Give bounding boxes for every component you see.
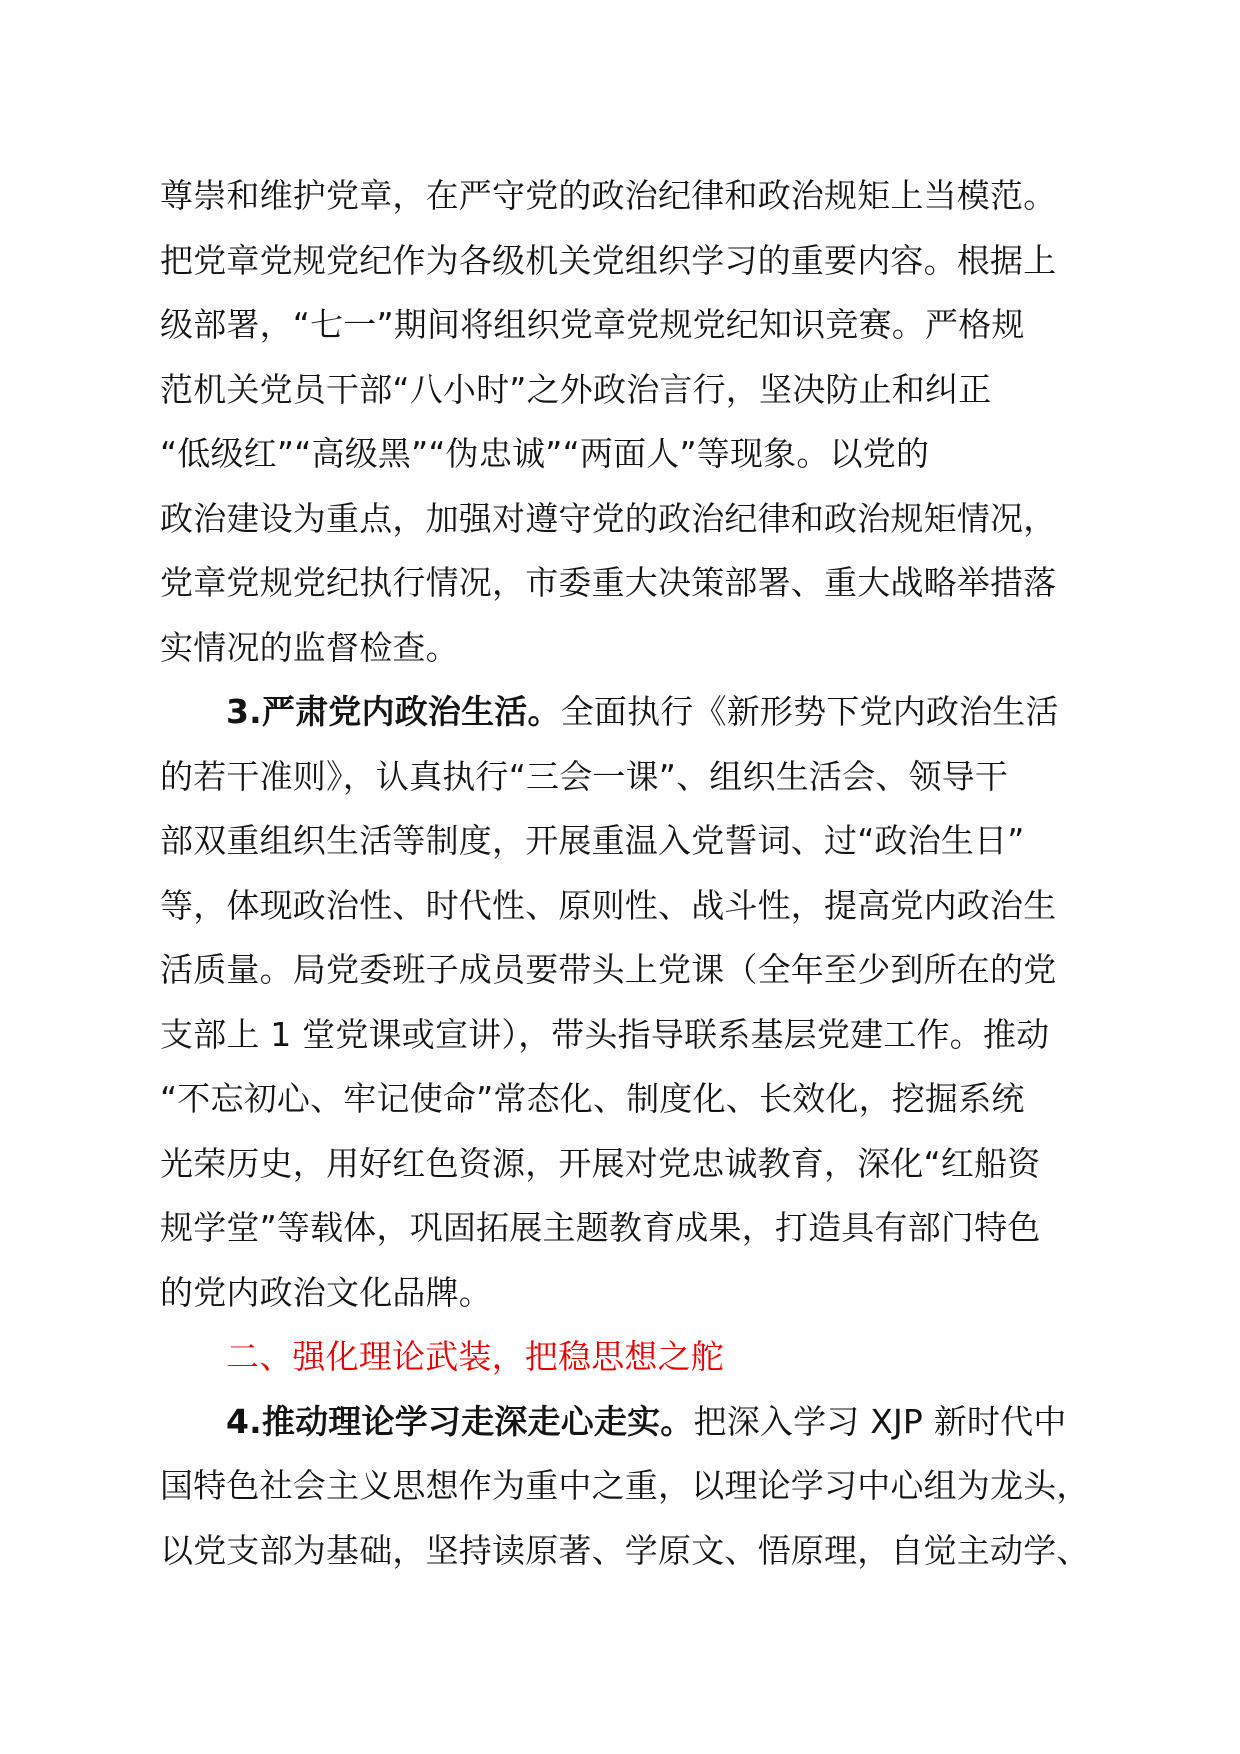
item-4-first-line-text: 把深入学习 XJP 新时代中: [693, 1401, 1067, 1441]
paragraph-1-line: “低级红”“高级黑”“伪忠诚”“两面人”等现象。以党的: [160, 434, 930, 473]
paragraph-1-line: 党章党规党纪执行情况，市委重大决策部署、重大战略举措落: [160, 563, 1057, 602]
paragraph-1-line: 范机关党员干部“八小时”之外政治言行，坚决防止和纠正: [160, 369, 992, 409]
item-3-first-line-text: 全面执行《新形势下党内政治生活: [560, 692, 1059, 731]
item-3-line: 的党内政治文化品牌。: [160, 1272, 492, 1312]
item-3-line: 部双重组织生活等制度，开展重温入党誓词、过“政治生日”: [160, 821, 1025, 860]
paragraph-1-line: 实情况的监督检查。: [160, 627, 459, 667]
item-4-line: 国特色社会主义思想作为重中之重，以理论学习中心组为龙头，: [160, 1466, 1090, 1505]
paragraph-1-line: 把党章党规党纪作为各级机关党组织学习的重要内容。根据上: [160, 240, 1057, 280]
item-3-line: 光荣历史，用好红色资源，开展对党忠诚教育，深化“红船资: [160, 1143, 1041, 1183]
section-2-heading: 二、强化理论武装，把稳思想之舵: [226, 1337, 724, 1376]
item-4-first-line: [160, 1390, 1098, 1455]
item-3-line: “不忘初心、牢记使命”常态化、制度化、长效化，挖掘系统: [160, 1079, 1025, 1118]
item-3-line: 等，体现政治性、时代性、原则性、战斗性，提高党内政治生: [160, 885, 1057, 925]
item-4-title: 4.推动理论学习走深走心走实。: [226, 1401, 694, 1441]
item-3-line: 规学堂”等载体，巩固拓展主题教育成果，打造具有部门特色: [160, 1208, 1041, 1247]
item-4-line: 以党支部为基础，坚持读原著、学原文、悟原理，自觉主动学、: [160, 1530, 1090, 1570]
item-3-line: 支部上 1 堂党课或宣讲），带头指导联系基层党建工作。推动: [160, 1014, 1050, 1054]
paragraph-1-line: 级部署，“七一”期间将组织党章党规党纪知识竞赛。严格规: [160, 305, 1025, 344]
document-body: [160, 164, 1098, 1583]
item-3-line: 活质量。局党委班子成员要带头上党课（全年至少到所在的党: [160, 950, 1057, 989]
item-3-title: 3.严肃党内政治生活。: [226, 692, 561, 731]
item-3-first-line: [160, 680, 1098, 745]
paragraph-1-line: 政治建设为重点，加强对遵守党的政治纪律和政治规矩情况，: [160, 498, 1057, 538]
item-3-line: 的若干准则》，认真执行“三会一课”、组织生活会、领导干: [160, 756, 1009, 796]
paragraph-1-line: 尊崇和维护党章，在严守党的政治纪律和政治规矩上当模范。: [160, 176, 1057, 215]
